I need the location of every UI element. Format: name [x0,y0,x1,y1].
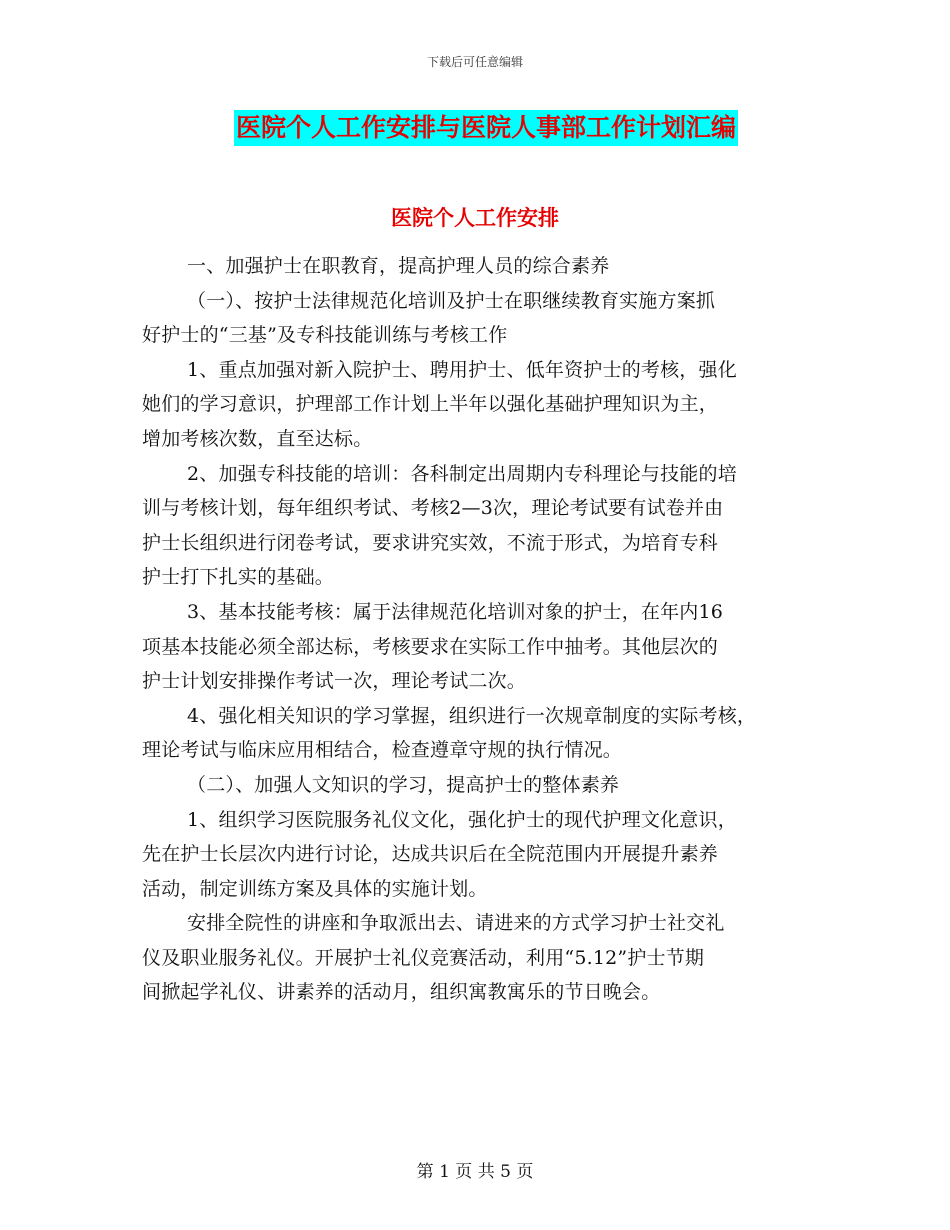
paragraph-line: 4、强化相关知识的学习掌握，组织进行一次规章制度的实际考核， [187,704,757,727]
heading-level-2: （一）、按护士法律规范化培训及护士在职继续教育实施方案抓 [187,289,716,312]
paragraph-line: 活动，制定训练方案及具体的实施计划。 [142,877,488,900]
paragraph-line: 护士长组织进行闭卷考试，要求讲究实效，不流于形式，为培育专科 [142,531,719,554]
section-title: 医院个人工作安排 [391,206,559,230]
paragraph-line: 增加考核次数，直至达标。 [142,427,373,450]
body-text [142,249,822,1010]
paragraph-line: 训与考核计划，每年组织考试、考核2—3次，理论考试要有试卷并由 [142,497,724,520]
header-note: 下载后可任意编辑 [426,55,523,69]
paragraph-line: 她们的学习意识，护理部工作计划上半年以强化基础护理知识为主， [142,393,719,416]
paragraph-line: 1、重点加强对新入院护士、聘用护士、低年资护士的考核，强化 [187,358,737,381]
paragraph-line: 好护士的“三基”及专科技能训练与考核工作 [142,324,508,347]
paragraph-line: 间掀起学礼仪、讲素养的活动月，组织寓教寓乐的节日晚会。 [142,981,661,1004]
paragraph-line: 项基本技能必须全部达标，考核要求在实际工作中抽考。其他层次的 [142,635,719,658]
document-title: 医院个人工作安排与医院人事部工作计划汇编 [234,110,738,146]
paragraph-line: 1、组织学习医院服务礼仪文化，强化护士的现代护理文化意识， [187,808,737,831]
paragraph-line: 护士计划安排操作考试一次，理论考试二次。 [142,670,527,693]
paragraph-line: 3、基本技能考核：属于法律规范化培训对象的护士，在年内16 [187,600,724,623]
heading-level-2: （二）、加强人文知识的学习，提高护士的整体素养 [187,773,620,796]
page-number: 第 1 页 共 5 页 [416,1162,534,1182]
paragraph-line: 理论考试与临床应用相结合，检查遵章守规的执行情况。 [142,739,623,762]
paragraph-line: 2、加强专科技能的培训：各科制定出周期内专科理论与技能的培 [187,462,737,485]
paragraph-line: 安排全院性的讲座和争取派出去、请进来的方式学习护士社交礼 [187,912,725,935]
paragraph-line: 护士打下扎实的基础。 [142,566,335,589]
heading-level-1: 一、加强护士在职教育，提高护理人员的综合素养 [187,255,610,277]
paragraph-line: 先在护士长层次内进行讨论，达成共识后在全院范围内开展提升素养 [142,843,719,866]
paragraph-line: 仪及职业服务礼仪。开展护士礼仪竞赛活动，利用“5.12”护士节期 [142,946,705,969]
